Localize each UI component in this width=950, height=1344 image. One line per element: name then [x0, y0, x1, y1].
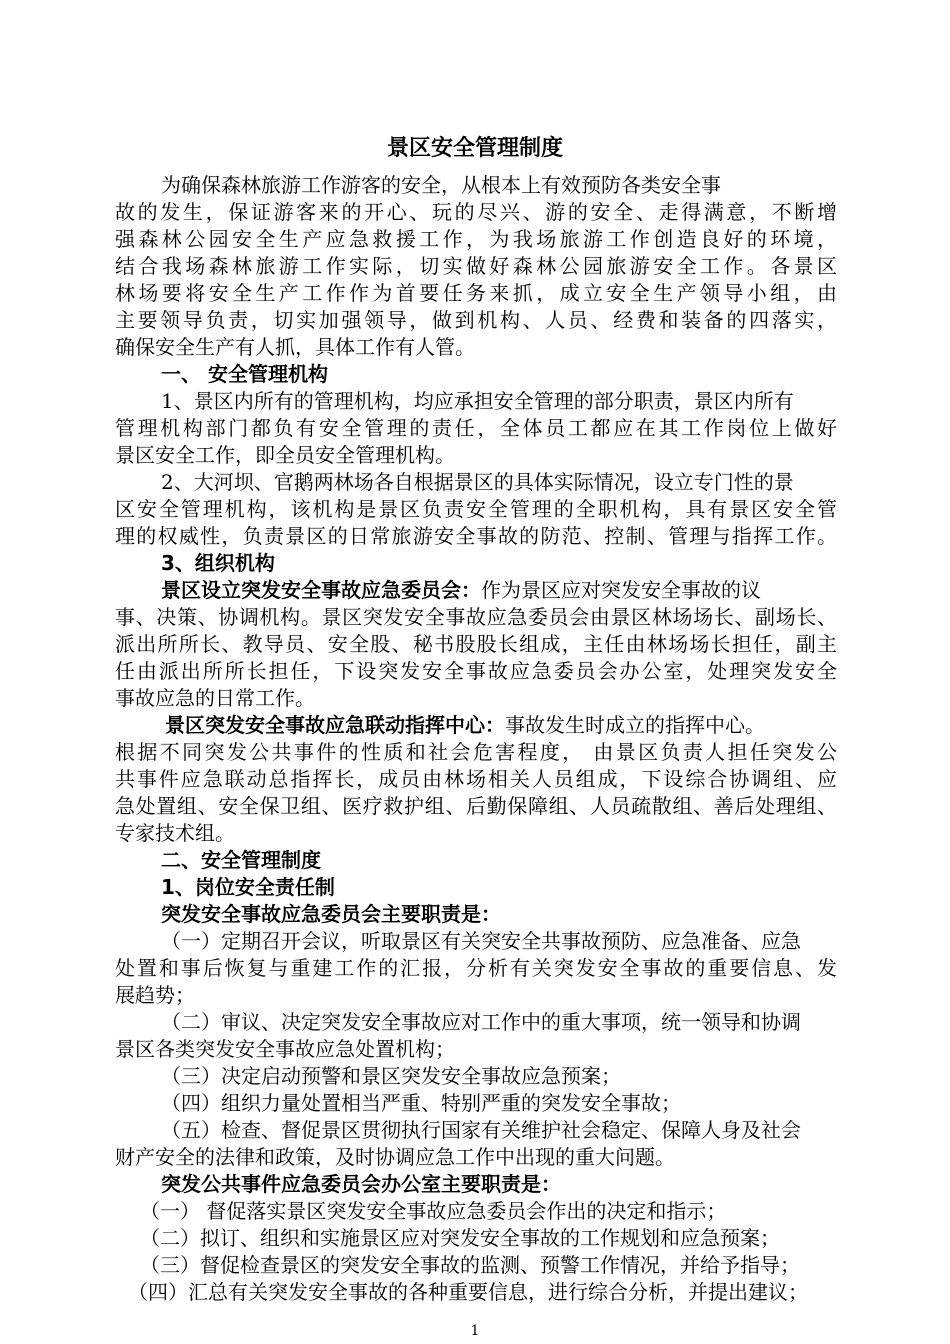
- paragraph-line: 管理机构部门都负有安全管理的责任，全体员工都应在其工作岗位上做好: [115, 416, 837, 440]
- page-number: 1: [470, 1323, 480, 1339]
- paragraph-line: 财产安全的法律和政策，及时协调应急工作中出现的重大问题。: [115, 1145, 675, 1169]
- paragraph-line: （四）组织力量处置相当严重、特别严重的突发安全事故；: [161, 1091, 681, 1115]
- paragraph-line: （一）定期召开会议，听取景区有关突安全共事故预防、应急准备、应急: [161, 929, 801, 953]
- paragraph-line: 专家技术组。: [115, 821, 235, 845]
- paragraph-line: （一） 督促落实景区突发安全事故应急委员会作出的决定和指示；: [140, 1199, 727, 1223]
- bold-lead: 景区突发安全事故应急联动指挥中心：: [165, 713, 505, 737]
- paragraph-line: 区安全管理机构，该机构是景区负责安全管理的全职机构，具有景区安全管: [115, 497, 837, 521]
- section-heading: 1、岗位安全责任制: [161, 875, 335, 899]
- paragraph-line: 林场要将安全生产工作作为首要任务来抓，成立安全生产领导小组，由: [115, 281, 837, 305]
- section-heading: 3、组织机构: [161, 551, 275, 575]
- paragraph-line: 处置和事后恢复与重建工作的汇报，分析有关突发安全事故的重要信息、发: [115, 956, 837, 980]
- paragraph-text: 作为景区应对突发安全事故的议: [481, 578, 761, 602]
- section-heading: 二、安全管理制度: [161, 848, 321, 872]
- paragraph-line: 共事件应急联动总指挥长，成员由林场相关人员组成，下设综合协调组、应: [115, 767, 837, 791]
- paragraph-line: （二）审议、决定突发安全事故应对工作中的重大事项，统一领导和协调: [161, 1010, 801, 1034]
- paragraph-line: （三）督促检查景区的突发安全事故的监测、预警工作情况，并给予指导；: [140, 1253, 800, 1277]
- paragraph-line: （五）检查、督促景区贯彻执行国家有关维护社会稳定、保障人身及社会: [161, 1118, 801, 1142]
- paragraph-line: 为确保森林旅游工作游客的安全，从根本上有效预防各类安全事: [161, 173, 721, 197]
- section-heading: 突发公共事件应急委员会办公室主要职责是：: [161, 1172, 561, 1196]
- paragraph-line: （二）拟订、组织和实施景区应对突发安全事故的工作规划和应急预案；: [140, 1226, 780, 1250]
- paragraph-line: 主要领导负责，切实加强领导，做到机构、人员、经费和装备的四落实，: [115, 308, 837, 332]
- paragraph-text: 事故发生时成立的指挥中心。: [505, 713, 765, 737]
- paragraph-line: 事、决策、协调机构。景区突发安全事故应急委员会由景区林场场长、副场长、: [115, 605, 837, 629]
- paragraph-line: 展趋势；: [115, 983, 195, 1007]
- page-title: 景区安全管理制度: [386, 136, 563, 161]
- paragraph-line: 理的权威性，负责景区的日常旅游安全事故的防范、控制、管理与指挥工作。: [115, 524, 837, 548]
- paragraph-line: 景区各类突发安全事故应急处置机构；: [115, 1037, 455, 1061]
- section-heading: 一、 安全管理机构: [161, 362, 328, 386]
- paragraph-line: 确保安全生产有人抓，具体工作有人管。: [115, 335, 475, 359]
- paragraph-line: 2、大河坝、官鹅两林场各自根据景区的具体实际情况，设立专门性的景: [161, 470, 794, 494]
- paragraph-line: 派出所所长、教导员、安全股、秘书股股长组成，主任由林场场长担任，副主: [115, 632, 837, 656]
- paragraph-line: 急处置组、安全保卫组、医疗救护组、后勤保障组、人员疏散组、善后处理组、: [115, 794, 837, 818]
- bold-lead: 景区设立突发安全事故应急委员会：: [161, 578, 481, 602]
- paragraph-line: [161, 577, 837, 604]
- paragraph-line: （三）决定启动预警和景区突发安全事故应急预案；: [161, 1064, 621, 1088]
- paragraph-line: 强森林公园安全生产应急救援工作，为我场旅游工作创造良好的环境，: [115, 227, 837, 251]
- paragraph-line: 景区安全工作，即全员安全管理机构。: [115, 443, 455, 467]
- paragraph-line: 1、景区内所有的管理机构，均应承担安全管理的部分职责，景区内所有: [161, 389, 794, 413]
- paragraph-line: 根据不同突发公共事件的性质和社会危害程度， 由景区负责人担任突发公: [115, 740, 837, 764]
- paragraph-line: 故的发生，保证游客来的开心、玩的尽兴、游的安全、走得满意，不断增: [115, 200, 837, 224]
- paragraph-line: 事故应急的日常工作。: [115, 686, 315, 710]
- section-heading: 突发安全事故应急委员会主要职责是：: [161, 902, 501, 926]
- paragraph-line: 结合我场森林旅游工作实际，切实做好森林公园旅游安全工作。各景区: [115, 254, 837, 278]
- paragraph-line: 任由派出所所长担任，下设突发安全事故应急委员会办公室，处理突发安全: [115, 659, 837, 683]
- paragraph-line: （四）汇总有关突发安全事故的各种重要信息，进行综合分析，并提出建议；: [128, 1280, 808, 1304]
- paragraph-line: [165, 712, 837, 739]
